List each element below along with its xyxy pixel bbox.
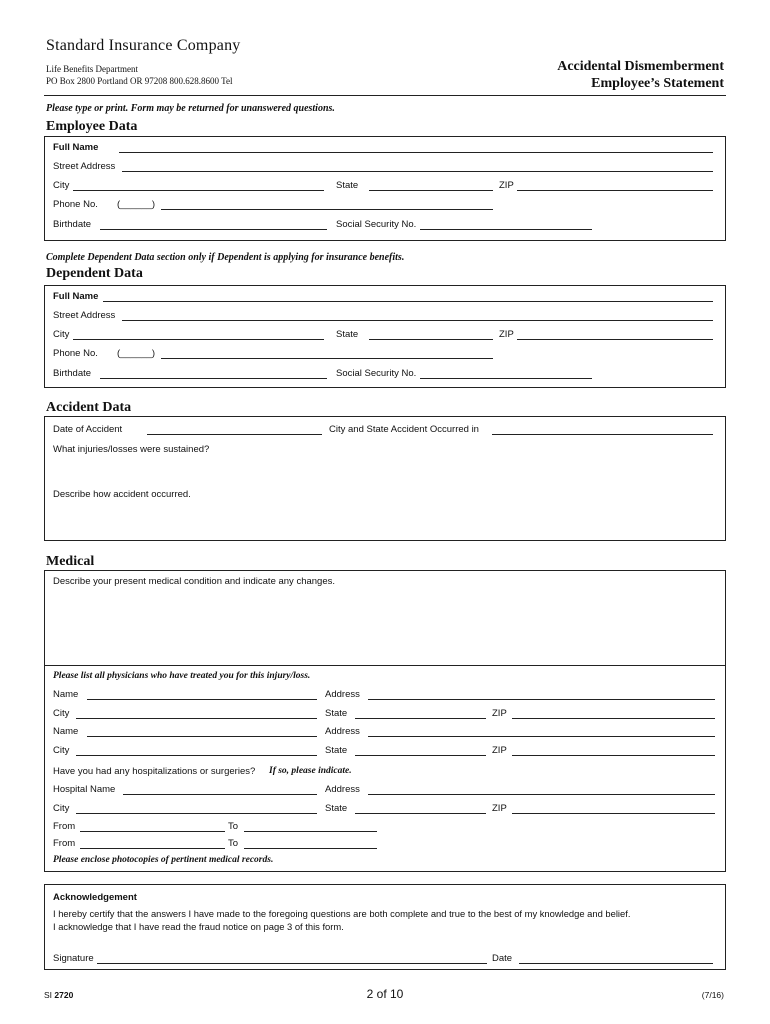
- hospital-name-field[interactable]: [123, 794, 317, 795]
- medical-heading: Medical: [46, 554, 95, 569]
- form-number-prefix: SI: [44, 990, 53, 1000]
- dependent-street-field[interactable]: [122, 320, 713, 321]
- physician2-name-field[interactable]: [87, 736, 317, 737]
- employee-ssn-label: Social Security No.: [336, 219, 417, 230]
- dependent-fullname-field[interactable]: [103, 301, 713, 302]
- hospital-name-label: Hospital Name: [53, 784, 116, 795]
- employee-street-label: Street Address: [53, 161, 116, 172]
- dependent-birthdate-label: Birthdate: [53, 368, 92, 379]
- medical-divider: [45, 665, 725, 666]
- accident-heading: Accident Data: [46, 400, 132, 415]
- physician1-city-field[interactable]: [76, 718, 317, 719]
- dependent-birthdate-field[interactable]: [100, 378, 327, 379]
- physician2-city-label: City: [53, 745, 70, 756]
- form-title-line1: Accidental Dismemberment: [557, 59, 724, 74]
- acknowledgement-line1: I hereby certify that the answers I have made to the foregoing questions are both complete and true to the best of my knowledge and belief.: [53, 908, 631, 919]
- dependent-heading: Dependent Data: [46, 266, 143, 281]
- page-number: 2 of 10: [366, 987, 404, 1001]
- physicians-note: Please list all physicians who have treated you for this injury/loss.: [53, 671, 311, 681]
- dependent-phone-label: Phone No.: [53, 348, 98, 359]
- acknowledgement-heading: Acknowledgement: [53, 892, 137, 903]
- revision-date: (7/16): [701, 990, 724, 1000]
- hospitalization-question: Have you had any hospitalizations or surgeries?: [53, 766, 256, 777]
- employee-zip-field[interactable]: [517, 190, 713, 191]
- hospital-zip-label: ZIP: [492, 803, 507, 814]
- physician1-state-label: State: [325, 708, 348, 719]
- employee-street-field[interactable]: [122, 171, 713, 172]
- company-name: Standard Insurance Company: [46, 37, 241, 54]
- dependent-state-field[interactable]: [369, 339, 493, 340]
- date-label: Date: [492, 953, 513, 964]
- dependent-section: [44, 285, 726, 388]
- employee-birthdate-field[interactable]: [100, 229, 327, 230]
- employee-city-label: City: [53, 180, 70, 191]
- hospital-zip-field[interactable]: [512, 813, 715, 814]
- dependent-phone-field[interactable]: [161, 358, 493, 359]
- dependent-zip-field[interactable]: [517, 339, 713, 340]
- to1-field[interactable]: [244, 831, 377, 832]
- dependent-ssn-label: Social Security No.: [336, 368, 417, 379]
- employee-section: [44, 136, 726, 241]
- acknowledgement-section: [44, 884, 726, 970]
- physician1-city-label: City: [53, 708, 70, 719]
- physician1-zip-label: ZIP: [492, 708, 507, 719]
- employee-fullname-label: Full Name: [53, 142, 99, 153]
- from1-label: From: [53, 821, 76, 832]
- physician2-address-label: Address: [325, 726, 360, 737]
- physician1-name-field[interactable]: [87, 699, 317, 700]
- employee-state-label: State: [336, 180, 359, 191]
- accident-describe-area[interactable]: [53, 502, 713, 536]
- employee-phone-field[interactable]: [161, 209, 493, 210]
- dependent-zip-label: ZIP: [499, 329, 514, 340]
- dependent-note: Complete Dependent Data section only if Dependent is applying for insurance benefits.: [46, 252, 405, 263]
- hospital-address-field[interactable]: [368, 794, 715, 795]
- dependent-street-label: Street Address: [53, 310, 116, 321]
- physician2-city-field[interactable]: [76, 755, 317, 756]
- to2-field[interactable]: [244, 848, 377, 849]
- physician1-zip-field[interactable]: [512, 718, 715, 719]
- medical-condition-label: Describe your present medical condition and indicate any changes.: [53, 576, 335, 587]
- hospital-city-label: City: [53, 803, 70, 814]
- physician2-zip-field[interactable]: [512, 755, 715, 756]
- dependent-city-field[interactable]: [73, 339, 324, 340]
- signature-label: Signature: [53, 953, 94, 964]
- acknowledgement-line2: I acknowledge that I have read the fraud notice on page 3 of this form.: [53, 921, 344, 932]
- form-title-line2: Employee’s Statement: [591, 76, 724, 91]
- dependent-phone-area[interactable]: (______): [117, 348, 156, 359]
- instructions: Please type or print. Form may be returned for unanswered questions.: [46, 103, 335, 114]
- physician2-zip-label: ZIP: [492, 745, 507, 756]
- physician2-address-field[interactable]: [368, 736, 715, 737]
- physician2-state-label: State: [325, 745, 348, 756]
- physician2-state-field[interactable]: [355, 755, 486, 756]
- dependent-ssn-field[interactable]: [420, 378, 592, 379]
- enclose-records-note: Please enclose photocopies of pertinent medical records.: [53, 855, 274, 865]
- physician2-name-label: Name: [53, 726, 79, 737]
- contact-info: PO Box 2800 Portland OR 97208 800.628.8600 Tel: [46, 76, 233, 86]
- employee-heading: Employee Data: [46, 119, 138, 134]
- department: Life Benefits Department: [46, 64, 138, 74]
- hospital-state-label: State: [325, 803, 348, 814]
- medical-condition-area[interactable]: [53, 589, 713, 661]
- employee-zip-label: ZIP: [499, 180, 514, 191]
- hospital-address-label: Address: [325, 784, 360, 795]
- employee-ssn-field[interactable]: [420, 229, 592, 230]
- physician1-name-label: Name: [53, 689, 79, 700]
- header-divider: [44, 95, 726, 96]
- employee-city-field[interactable]: [73, 190, 324, 191]
- medical-section: [44, 570, 726, 872]
- accident-injuries-label: What injuries/losses were sustained?: [53, 444, 210, 455]
- dependent-fullname-label: Full Name: [53, 291, 99, 302]
- date-field[interactable]: [519, 963, 713, 964]
- signature-field[interactable]: [97, 963, 487, 964]
- accident-location-label: City and State Accident Occurred in: [329, 424, 479, 435]
- accident-describe-label: Describe how accident occurred.: [53, 489, 191, 500]
- from1-field[interactable]: [80, 831, 225, 832]
- to1-label: To: [228, 821, 239, 832]
- accident-section: [44, 416, 726, 541]
- employee-phone-label: Phone No.: [53, 199, 98, 210]
- to2-label: To: [228, 838, 239, 849]
- dependent-state-label: State: [336, 329, 359, 340]
- physician1-address-label: Address: [325, 689, 360, 700]
- from2-field[interactable]: [80, 848, 225, 849]
- dependent-city-label: City: [53, 329, 70, 340]
- employee-phone-area[interactable]: (______): [117, 199, 156, 210]
- accident-injuries-area[interactable]: [53, 457, 713, 487]
- hospital-state-field[interactable]: [355, 813, 486, 814]
- employee-birthdate-label: Birthdate: [53, 219, 92, 230]
- employee-fullname-field[interactable]: [119, 152, 713, 153]
- accident-location-field[interactable]: [492, 434, 713, 435]
- accident-date-field[interactable]: [147, 434, 322, 435]
- accident-date-label: Date of Accident: [53, 424, 123, 435]
- physician1-address-field[interactable]: [368, 699, 715, 700]
- hospitalization-question-italic: If so, please indicate.: [269, 766, 352, 776]
- employee-state-field[interactable]: [369, 190, 493, 191]
- form-number-value: 2720: [54, 990, 74, 1000]
- physician1-state-field[interactable]: [355, 718, 486, 719]
- from2-label: From: [53, 838, 76, 849]
- hospital-city-field[interactable]: [76, 813, 317, 814]
